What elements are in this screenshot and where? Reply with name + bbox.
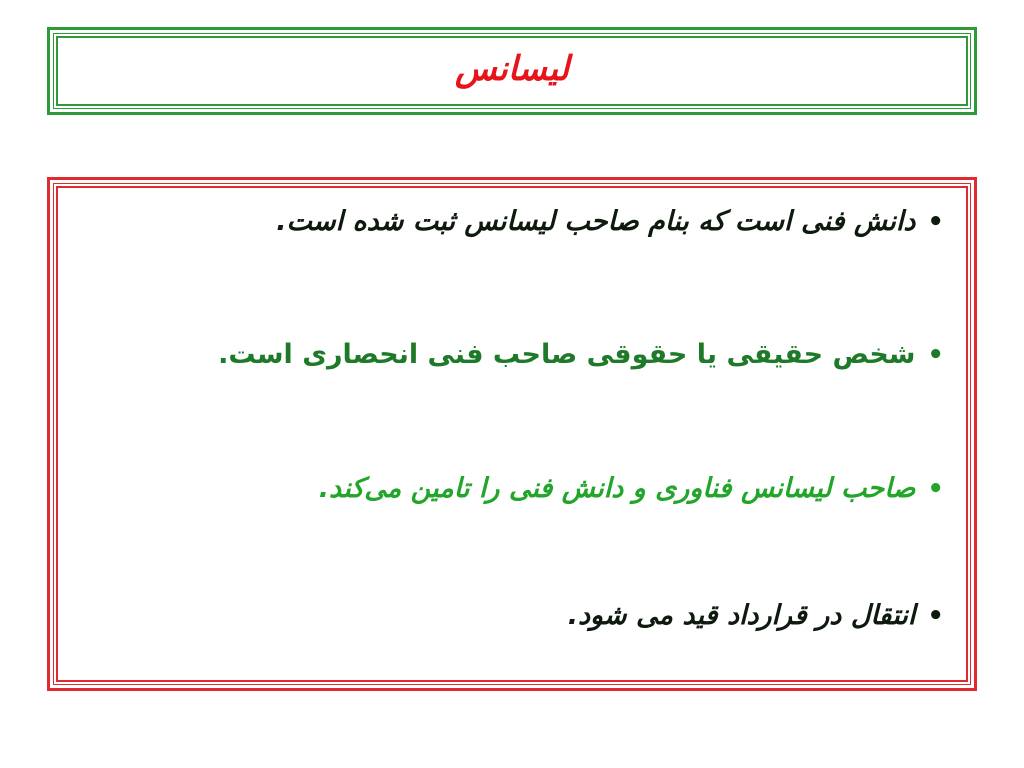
content-frame — [47, 177, 977, 691]
bullet-marker: • — [927, 339, 944, 370]
bullet-text: شخص حقیقی یا حقوقی صاحب فنی انحصاری است. — [218, 339, 916, 370]
bullet-text: صاحب لیسانس فناوری و دانش فنی را تامین می‌کند. — [318, 473, 916, 504]
bullet-item-2 — [218, 341, 944, 368]
slide-title: لیسانس — [454, 49, 570, 89]
title-frame-inner — [53, 33, 971, 109]
title-frame-core — [56, 36, 968, 106]
bullet-text: انتقال در قرارداد قید می شود. — [567, 600, 916, 631]
bullet-marker: • — [927, 600, 944, 631]
content-frame-inner — [53, 183, 971, 685]
bullet-marker: • — [927, 206, 944, 237]
bullet-text: دانش فنی است که بنام صاحب لیسانس ثبت شده است. — [276, 206, 916, 237]
content-frame-core — [56, 186, 968, 682]
bullet-marker: • — [927, 473, 944, 504]
bullet-item-3 — [319, 475, 944, 502]
title-frame — [47, 27, 977, 115]
bullet-item-1 — [276, 208, 944, 235]
bullet-item-4 — [568, 602, 944, 629]
